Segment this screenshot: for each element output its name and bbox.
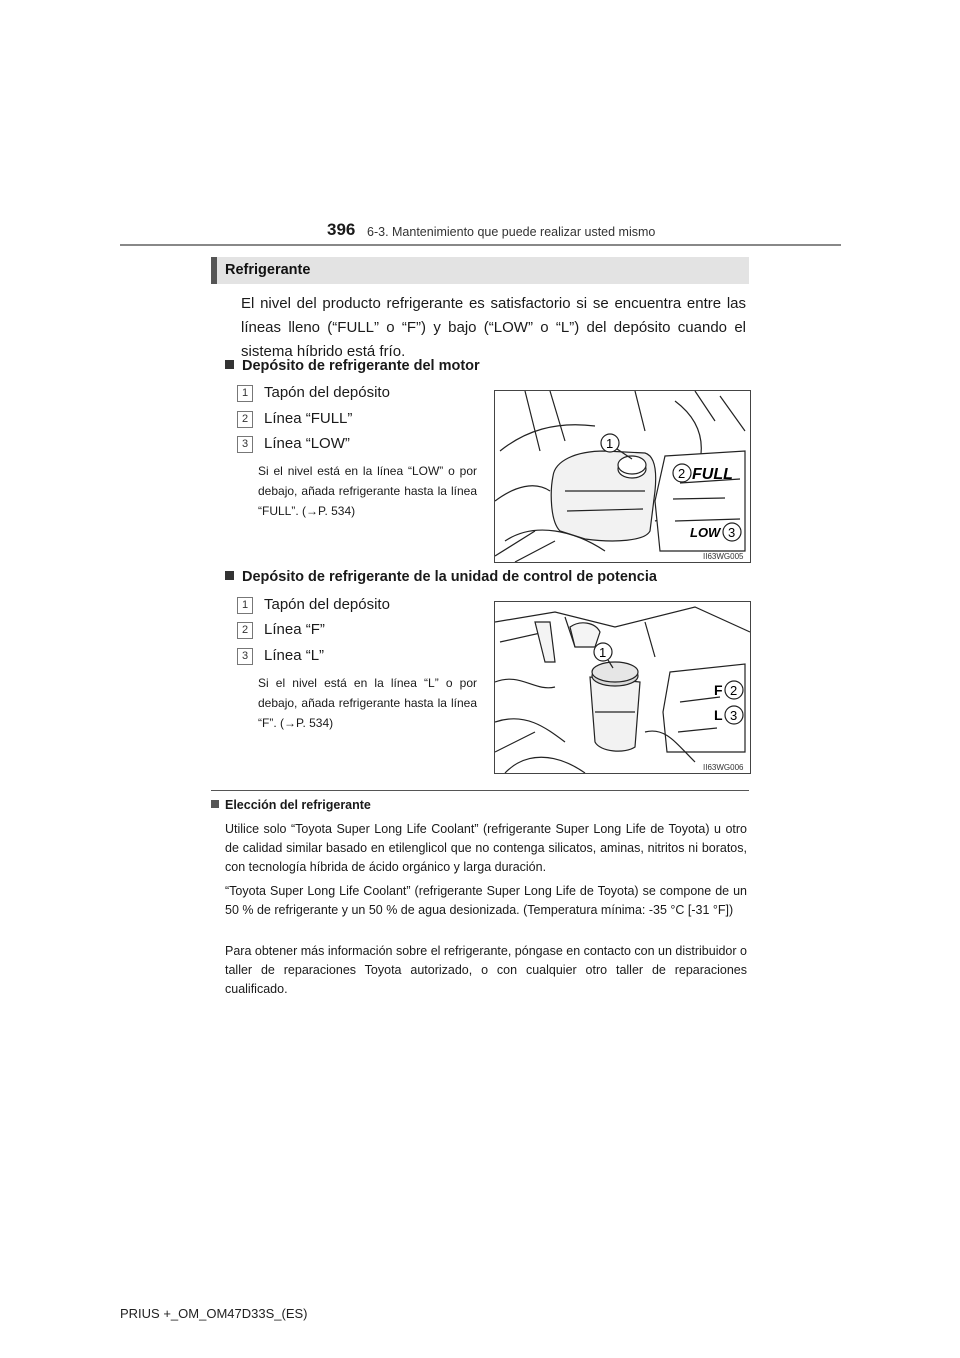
page-number: 396 (327, 220, 356, 239)
engine-item-label: Tapón del depósito (264, 384, 390, 401)
engine-note: Si el nivel está en la línea “LOW” o por debajo, añada refrigerante hasta la línea “FULL”. (→P. 534) (258, 464, 477, 518)
callout-badge: 2 (237, 411, 253, 428)
info-heading-text: Elección del refrigerante (225, 798, 371, 812)
header-divider (120, 244, 841, 246)
info-paragraph-2: “Toyota Super Long Life Coolant” (refrigerante Super Long Life de Toyota) se compone de un 50 % de refrigerante y un 50 % de agua desionizada. (Temperatura mínima: -35 °C [-31 °F]) (225, 884, 747, 917)
pcu-reservoir-illustration (495, 602, 750, 773)
callout-badge: 1 (237, 385, 253, 402)
square-bullet-icon (211, 800, 219, 808)
pcu-item-label: Línea “F” (264, 621, 325, 638)
engine-item-1 (237, 384, 390, 402)
figure-callout: 1 (599, 645, 607, 660)
pcu-reservoir-figure (494, 601, 751, 774)
pcu-reservoir-heading-text: Depósito de refrigerante de la unidad de control de potencia (242, 569, 657, 585)
footer-doc-code: PRIUS +_OM_OM47D33S_(ES) (120, 1306, 308, 1321)
figure-l-label: L (714, 707, 723, 723)
pcu-reservoir-heading (225, 569, 657, 585)
engine-reservoir-heading (225, 358, 480, 374)
info-paragraph-1: Utilice solo “Toyota Super Long Life Coolant” (refrigerante Super Long Life de Toyota) u otro de calidad similar basado en etilenglicol que no contenga silicatos, aminas, nitritos ni boratos, con tecnología híbrida de ácido orgánico y larga duración. (225, 822, 747, 874)
info-paragraph-3: Para obtener más información sobre el refrigerante, póngase en contacto con un distribuidor o taller de reparaciones Toyota autorizado, o con cualquier otro taller de reparaciones cualificado. (225, 944, 747, 996)
callout-badge: 3 (237, 436, 253, 453)
pcu-item-label: Tapón del depósito (264, 596, 390, 613)
engine-reservoir-illustration (495, 391, 750, 562)
figure-low-label: LOW (690, 525, 721, 540)
figure-code: II63WG006 (703, 763, 744, 772)
square-bullet-icon (225, 360, 234, 369)
pcu-item-3 (237, 647, 324, 665)
intro-paragraph: El nivel del producto refrigerante es satisfactorio si se encuentra entre las líneas lleno (“FULL” o “F”) y bajo (“LOW” o “L”) del depósito cuando el sistema híbrido está frío. (241, 295, 746, 360)
figure-callout: 2 (730, 683, 738, 698)
figure-full-label: FULL (692, 466, 733, 483)
figure-callout: 1 (606, 436, 614, 451)
pcu-note: Si el nivel está en la línea “L” o por debajo, añada refrigerante hasta la línea “F”. (→P. 534) (258, 676, 477, 730)
section-accent (211, 257, 217, 284)
info-divider (211, 790, 749, 791)
chapter-title: 6-3. Mantenimiento que puede realizar usted mismo (367, 225, 656, 239)
figure-callout: 2 (678, 466, 686, 481)
engine-reservoir-heading-text: Depósito de refrigerante del motor (242, 358, 480, 374)
figure-callout: 3 (730, 708, 738, 723)
engine-reservoir-figure (494, 390, 751, 563)
engine-item-label: Línea “LOW” (264, 435, 350, 452)
callout-badge: 2 (237, 622, 253, 639)
pcu-item-1 (237, 596, 390, 614)
pcu-item-2 (237, 621, 325, 639)
engine-item-label: Línea “FULL” (264, 410, 353, 427)
engine-item-3 (237, 435, 350, 453)
section-title: Refrigerante (225, 262, 311, 278)
square-bullet-icon (225, 571, 234, 580)
engine-item-2 (237, 410, 352, 428)
figure-callout: 3 (728, 525, 736, 540)
callout-badge: 1 (237, 597, 253, 614)
figure-f-label: F (714, 682, 723, 698)
pcu-item-label: Línea “L” (264, 647, 325, 664)
figure-code: II63WG005 (703, 552, 744, 561)
info-heading (211, 798, 371, 812)
section-title-bar (211, 257, 749, 284)
callout-badge: 3 (237, 648, 253, 665)
